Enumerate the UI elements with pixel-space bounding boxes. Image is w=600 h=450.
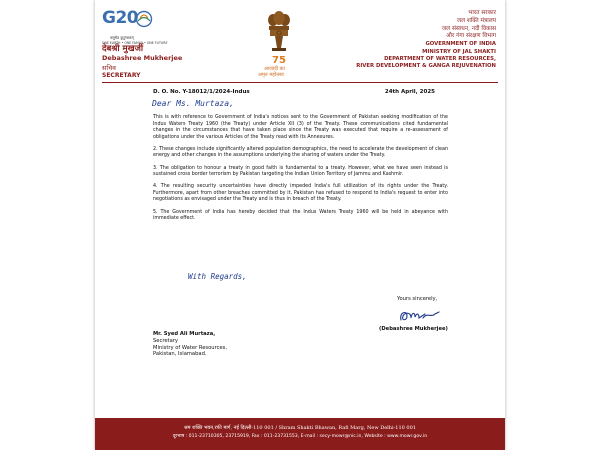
dept-hindi-line: जल संसाधन, नदी विकास [441,25,496,32]
dept-english-line: GOVERNMENT OF INDIA [425,41,496,48]
letter-page [95,0,505,450]
header-divider [102,82,498,83]
signatory-name: (Debashree Mukherjee) [379,326,448,332]
g20-logo-text: G20 [102,8,139,28]
azadi-line2: अमृत महोत्सव [258,72,284,78]
handwritten-closing: With Regards, [188,272,247,281]
azadi-ka-amrit-mahotsav-logo [250,55,310,80]
g20-hindi-line: वसुधैव कुटुम्बकम् [110,35,134,40]
handwritten-salutation: Dear Ms. Murtaza, [152,99,234,108]
recipient-line: Ministry of Water Resources, [153,344,228,351]
g20-logo [102,8,168,48]
recipient-line: Secretary [153,337,178,344]
dept-english-line: DEPARTMENT OF WATER RESOURCES, [384,56,496,62]
azadi-line1: आज़ादी का [264,66,285,72]
footer-contact: दूरभाष : 011-23710305, 23715919, Fax : 011-23731553, E-mail : secy-mowr@nic.in, Website : www.mowr.gov.in [172,434,428,439]
lotus-globe-icon [135,10,153,28]
letterhead-footer [95,418,505,450]
letter-date: 24th April, 2025 [384,89,435,95]
paragraph: This is with reference to Government of India's notices sent to the Government of Pakistan seeking modification of the Indus Waters Treaty 1960 (the Treaty) under Article XII (3) of the Treaty. These communications cited fundamental changes in the circumstances that have taken place since the Treaty was executed that require a re-assessment of obligations under the various Articles of the Treaty read with its Annexures. [153,115,448,140]
reference-number: D. O. No. Y-18012/1/2024-Indus [153,89,250,95]
dept-hindi-line: और गंगा संरक्षण विभाग [445,33,496,40]
paragraph: 2. These changes include significantly altered population demographics, the need to accelerate the development of clean energy and other changes in the assumptions underlying the sharing of waters under the Treaty. [153,146,448,159]
letter-body [153,115,448,228]
sign-off: Yours sincerely, [397,296,438,302]
g20-tagline: ONE EARTH • ONE FAMILY • ONE FUTURE [102,41,168,45]
recipient-address [153,331,227,358]
dept-english-line: RIVER DEVELOPMENT & GANGA REJUVENATION [356,63,496,70]
footer-address: श्रम शक्ति भवन,रफी मार्ग, नई दिल्ली-110 001 / Shram Shakti Bhawan, Rafi Marg, New Delhi-110 001 [184,425,416,431]
dept-english-line: MINISTRY OF JAL SHAKTI [422,48,496,55]
dept-hindi-line: जल शक्ति मंत्रालय [456,17,496,24]
dept-hindi-line: भारत सरकार [468,10,496,16]
paragraph: 4. The resulting security uncertainties have directly impeded India's full utilization of its rights under the Treaty. Furthermore, apart from other breaches committed by it, Pakistan has refused to respond to India's request to enter into negotiations as envisaged under the Treaty and is thus in breach of the Treaty. [153,184,448,203]
sender-title-hindi: सचिव [102,64,116,72]
recipient-line: Pakistan, Islamabad. [153,351,207,358]
recipient-name: Mr. Syed Ali Murtaza, [153,331,216,337]
signature-mark [397,306,443,326]
azadi-number: 75 [272,55,286,66]
paragraph: 5. The Government of India has hereby decided that the Indus Waters Treaty 1960 will be held in abeyance with immediate effect. [153,209,448,222]
sender-name-hindi: देबश्री मुखर्जी [102,44,144,54]
department-block [346,10,496,71]
paragraph: 3. The obligation to honour a treaty in good faith is fundamental to a treaty. However, what we have seen instead is sustained cross border terrorism by Pakistan targeting the Indian Union Territory of Jammu and Kashmir. [153,165,448,178]
national-emblem-icon [265,10,293,54]
sender-name: Debashree Mukherjee [102,54,183,62]
sender-title: SECRETARY [102,72,141,79]
